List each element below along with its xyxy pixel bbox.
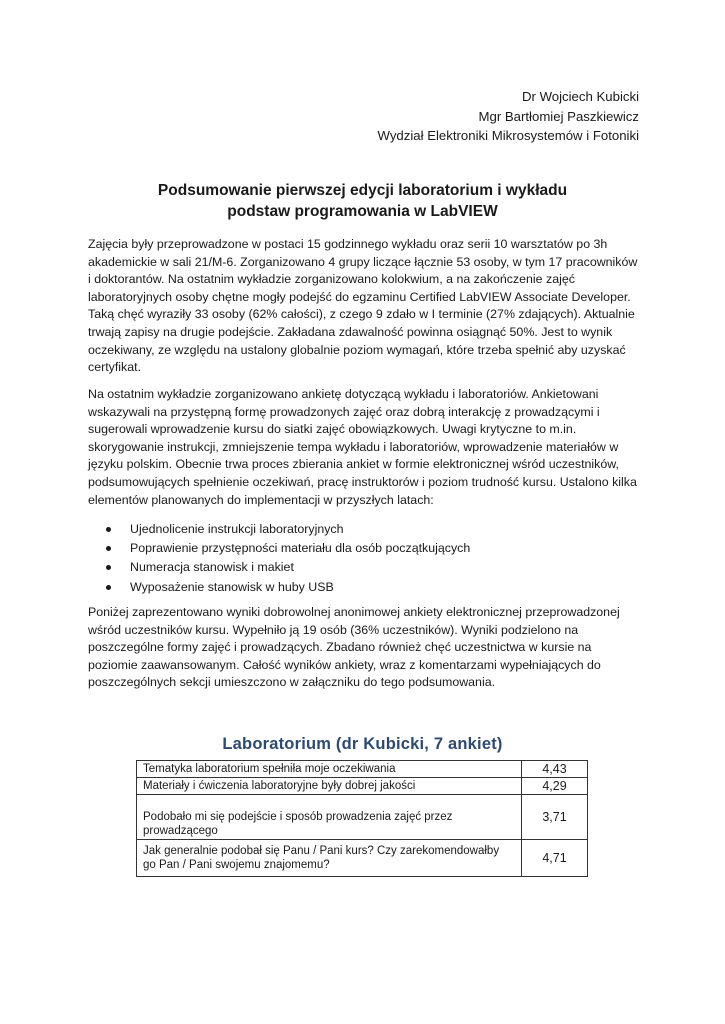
list-item-text: Wyposażenie stanowisk w huby USB xyxy=(130,579,334,594)
bullet-icon xyxy=(106,565,111,570)
title-line: podstaw programowania w LabVIEW xyxy=(227,203,498,220)
paragraph-intro: Zajęcia były przeprowadzone w postaci 15 godzinnego wykładu oraz serii 10 warsztatów po 3h akademickie w sali 21/M-6. Zorganizowano 4 grupy liczące łącznie 53 osoby, w tym 17 pracowników i doktorantów. Na ostatnim wykładzie zorganizowano kolokwium, a na zakończenie zajęć laboratoryjnych osoby chętne mogły podejść do egzaminu Certified LabVIEW Associate Developer. Taką chęć wyraziły 33 osoby (62% całości), z czego 9 zdało w I terminie (27% zdających). Aktualnie trwają zapisy na drugie podejście. Zakładana zdawalność powinna osiągnąć 50%. Jest to wynik oczekiwany, ze względu na ustalony globalnie poziom wymagań, które trzeba spełnić aby uzyskać certyfikat. xyxy=(88,237,638,375)
list-item-text: Numeracja stanowisk i makiet xyxy=(130,560,294,575)
planned-improvements-list xyxy=(88,520,643,597)
lab-results-table xyxy=(136,760,588,877)
score-cell: 4,71 xyxy=(522,840,588,877)
paragraph-results: Poniżej zaprezentowano wyniki dobrowolnej anonimowej ankiety elektronicznej przeprowadzonej wśród uczestników kursu. Wypełniło ją 19 osób (36% uczestników). Wyniki podzielono na poszczególne formy zajęć i prowadzących. Zbadano również chęć uczestnictwa w kursie na poziomie zaawansowanym. Całość wyników ankiety, wraz z komentarzami wypełniających do poszczególnych sekcji umieszczono w załączniku do tego podsumowania. xyxy=(88,605,620,690)
bullet-icon xyxy=(106,546,111,551)
score-cell: 4,29 xyxy=(522,778,588,795)
document-title xyxy=(0,180,725,222)
score-cell: 4,43 xyxy=(522,761,588,778)
paragraph-survey: Na ostatnim wykładzie zorganizowano ankietę dotyczącą wykładu i laboratoriów. Ankietowani wskazywali na przystępną formę prowadzonych zajęć oraz dobrą interakcję z prowadzącymi i sugerowali wprowadzenie kursu do siatki zajęć obowiązkowych. Uwagi krytyczne to m.in. skorygowanie instrukcji, zmniejszenie tempa wykładu i laboratoriów, wprowadzenie materiałów w języku polskim. Obecnie trwa proces zbierania ankiet w formie elektronicznej wśród uczestników, podsumowujących spełnienie oczekiwań, pracę instruktorów i poziom trudność kursu. Ustalono kilka elementów planowanych do implementacji w przyszłych latach: xyxy=(88,387,637,507)
list-item-text: Ujednolicenie instrukcji laboratoryjnych xyxy=(130,522,344,536)
table-row xyxy=(137,840,588,877)
table-row xyxy=(137,795,588,840)
lab-section-heading: Laboratorium (dr Kubicki, 7 ankiet) xyxy=(222,735,503,753)
list-item xyxy=(88,520,643,539)
list-item-text: Poprawienie przystępności materiału dla osób początkujących xyxy=(130,541,471,556)
table-row xyxy=(137,778,588,795)
question-cell: Materiały i ćwiczenia laboratoryjne były dobrej jakości xyxy=(137,778,522,795)
author-name: Mgr Bartłomiej Paszkiewicz xyxy=(478,108,639,124)
score-cell: 3,71 xyxy=(522,795,588,840)
bullet-icon xyxy=(106,527,111,532)
bullet-icon xyxy=(106,585,111,590)
table-row xyxy=(137,761,588,778)
question-cell: Podobało mi się podejście i sposób prowadzenia zajęć przez prowadzącego xyxy=(137,795,522,840)
title-line: Podsumowanie pierwszej edycji laboratorium i wykładu xyxy=(157,182,568,199)
question-cell: Jak generalnie podobał się Panu / Pani kurs? Czy zarekomendowałby go Pan / Pani swojemu znajomemu? xyxy=(137,840,522,877)
list-item xyxy=(88,578,643,597)
list-item xyxy=(88,539,643,558)
author-block xyxy=(378,87,640,146)
question-cell: Tematyka laboratorium spełniła moje oczekiwania xyxy=(137,761,522,778)
list-item xyxy=(88,558,643,577)
author-faculty: Wydział Elektroniki Mikrosystemów i Fotoniki xyxy=(377,128,639,143)
author-name: Dr Wojciech Kubicki xyxy=(521,89,639,104)
